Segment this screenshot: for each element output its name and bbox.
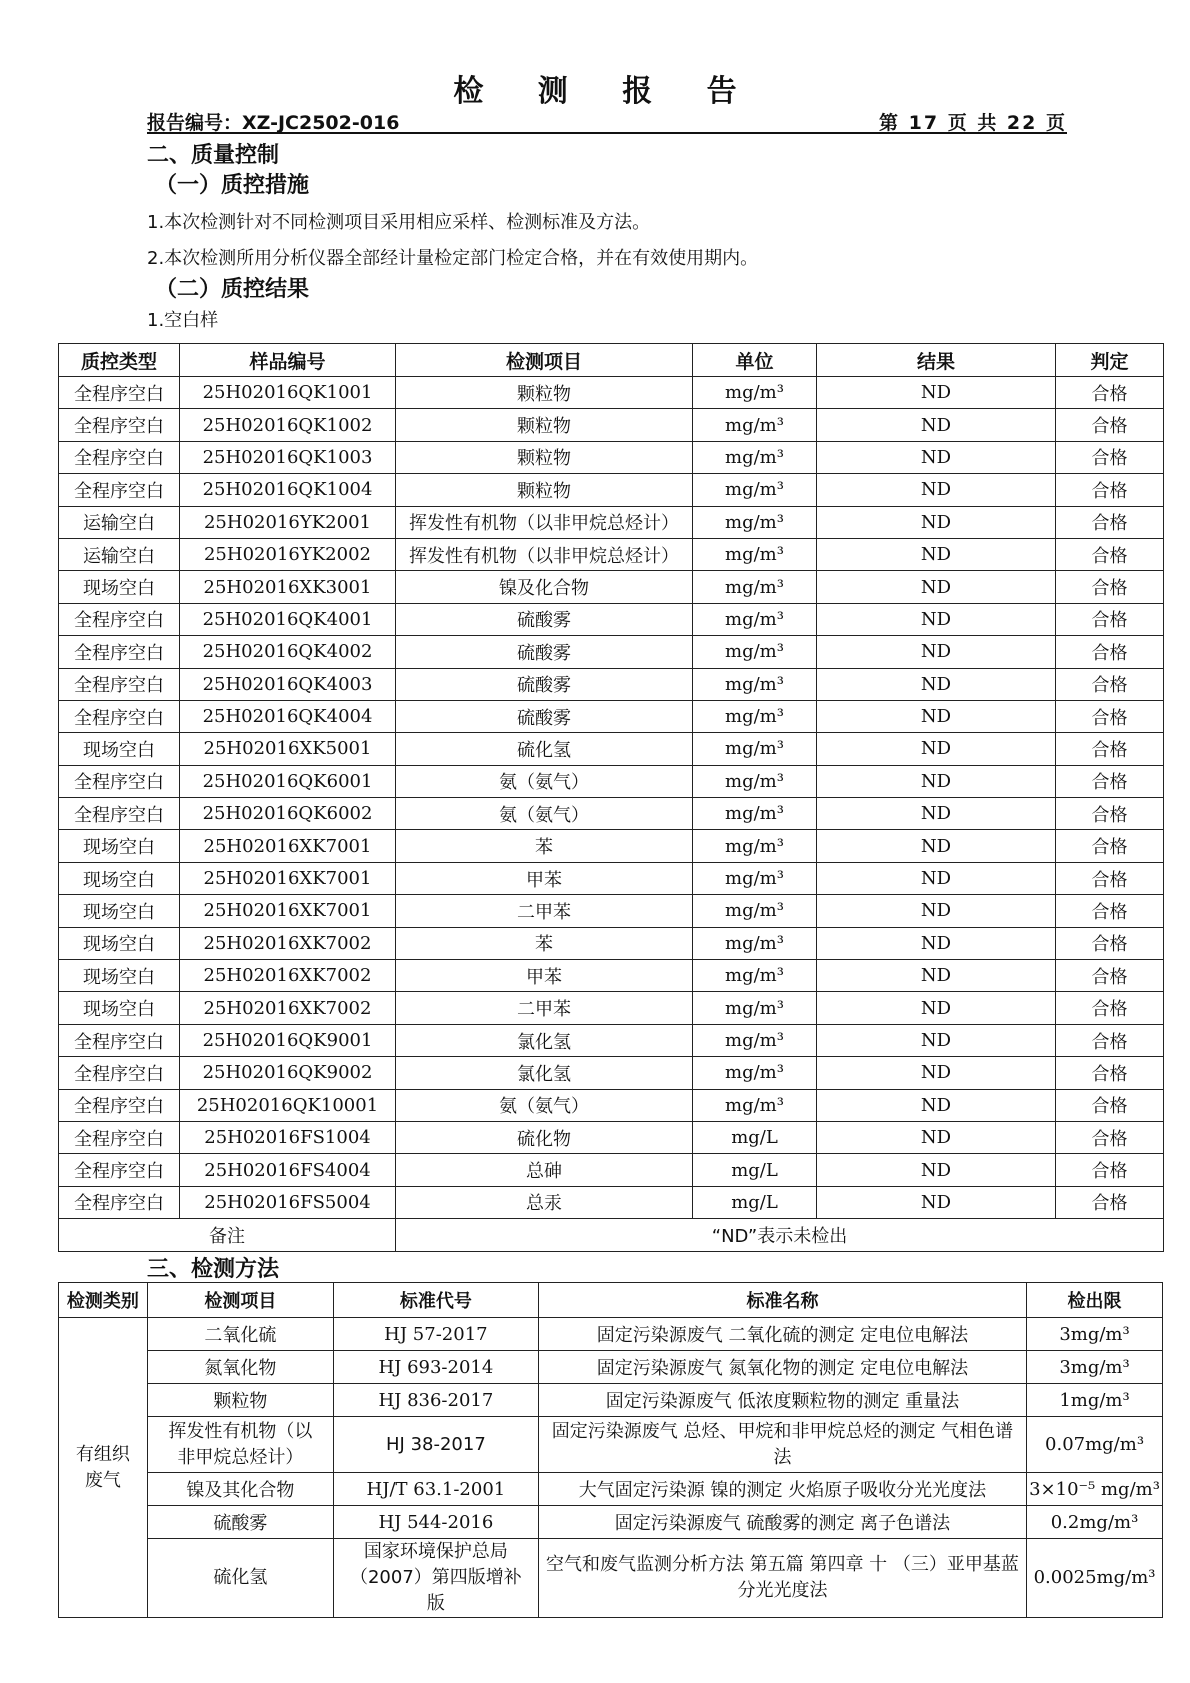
qc-unit: mg/m³ [693,571,817,603]
qc-row [59,798,1164,830]
qc-row [59,441,1164,473]
qc-judgement: 合格 [1056,700,1164,732]
method-standard-name: 固定污染源废气 总烃、甲烷和非甲烷总烃的测定 气相色谱法 [538,1417,1026,1473]
qc-type: 现场空白 [59,895,180,927]
qc-remark-row [59,1219,1164,1251]
method-standard-code: HJ/T 63.1-2001 [333,1473,538,1506]
method-detection-limit: 0.2mg/m³ [1027,1506,1163,1539]
method-item: 硫酸雾 [147,1506,333,1539]
qc-unit: mg/L [693,1121,817,1153]
qc-sample-no: 25H02016QK6002 [180,798,396,830]
qc-judgement: 合格 [1056,538,1164,570]
qc-item: 硫化氢 [396,733,693,765]
qc-sample-no: 25H02016QK1004 [180,474,396,506]
method-header-detection-limit: 检出限 [1027,1283,1163,1318]
qc-row [59,1024,1164,1056]
qc-header-result: 结果 [817,344,1056,377]
method-category: 有组织废气 [59,1318,148,1618]
qc-row [59,409,1164,441]
method-item: 颗粒物 [147,1384,333,1417]
method-detection-limit: 0.07mg/m³ [1027,1417,1163,1473]
qc-type: 全程序空白 [59,409,180,441]
qc-row [59,1186,1164,1218]
method-item: 二氧化硫 [147,1318,333,1351]
qc-result: ND [817,571,1056,603]
qc-judgement: 合格 [1056,506,1164,538]
qc-unit: mg/m³ [693,636,817,668]
qc-item: 硫酸雾 [396,668,693,700]
qc-sample-no: 25H02016QK4004 [180,700,396,732]
qc-row [59,668,1164,700]
qc-judgement: 合格 [1056,830,1164,862]
qc-judgement: 合格 [1056,1089,1164,1121]
qc-result: ND [817,862,1056,894]
qc-type: 运输空白 [59,506,180,538]
method-detection-limit: 3mg/m³ [1027,1351,1163,1384]
qc-row [59,1121,1164,1153]
method-header-row [59,1283,1163,1318]
qc-item: 甲苯 [396,862,693,894]
qc-unit: mg/m³ [693,862,817,894]
qc-item: 挥发性有机物（以非甲烷总烃计） [396,538,693,570]
qc-result: ND [817,927,1056,959]
method-header-item: 检测项目 [147,1283,333,1318]
qc-judgement: 合格 [1056,1121,1164,1153]
qc-unit: mg/m³ [693,960,817,992]
qc-judgement: 合格 [1056,1154,1164,1186]
qc-judgement: 合格 [1056,441,1164,473]
qc-item: 硫酸雾 [396,603,693,635]
qc-header-unit: 单位 [693,344,817,377]
qc-result: ND [817,733,1056,765]
remark-text: “ND”表示未检出 [396,1219,1164,1251]
qc-sample-no: 25H02016XK7001 [180,830,396,862]
qc-item: 颗粒物 [396,441,693,473]
qc-item: 硫酸雾 [396,700,693,732]
qc-item: 硫化物 [396,1121,693,1153]
qc-sample-no: 25H02016XK7002 [180,992,396,1024]
qc-result: ND [817,441,1056,473]
method-standard-code: HJ 836-2017 [333,1384,538,1417]
qc-unit: mg/m³ [693,377,817,409]
qc-item: 氯化氢 [396,1024,693,1056]
remark-label: 备注 [59,1219,396,1251]
qc-judgement: 合格 [1056,1057,1164,1089]
qc-item: 二甲苯 [396,895,693,927]
qc-sample-no: 25H02016XK7001 [180,862,396,894]
method-header-category: 检测类别 [59,1283,148,1318]
report-title: 检 测 报 告 [453,74,759,109]
method-item: 氮氧化物 [147,1351,333,1384]
qc-item: 氨（氨气） [396,765,693,797]
qc-result: ND [817,1121,1056,1153]
qc-sample-no: 25H02016XK7002 [180,927,396,959]
qc-judgement: 合格 [1056,1186,1164,1218]
qc-item: 挥发性有机物（以非甲烷总烃计） [396,506,693,538]
qc-unit: mg/m³ [693,506,817,538]
qc-row [59,895,1164,927]
measure-item-1: 1.本次检测针对不同检测项目采用相应采样、检测标准及方法。 [147,212,651,233]
qc-sample-no: 25H02016YK2001 [180,506,396,538]
qc-sample-no: 25H02016XK5001 [180,733,396,765]
qc-judgement: 合格 [1056,992,1164,1024]
qc-result: ND [817,1154,1056,1186]
qc-result: ND [817,830,1056,862]
method-table [58,1282,1163,1618]
qc-sample-no: 25H02016QK1002 [180,409,396,441]
qc-row [59,927,1164,959]
qc-unit: mg/L [693,1186,817,1218]
qc-type: 现场空白 [59,960,180,992]
qc-judgement: 合格 [1056,409,1164,441]
qc-unit: mg/m³ [693,1057,817,1089]
method-header-standard-name: 标准名称 [538,1283,1026,1318]
qc-sample-no: 25H02016QK1001 [180,377,396,409]
qc-type: 全程序空白 [59,668,180,700]
qc-sample-no: 25H02016XK7001 [180,895,396,927]
qc-result: ND [817,1089,1056,1121]
method-standard-name: 固定污染源废气 硫酸雾的测定 离子色谱法 [538,1506,1026,1539]
qc-unit: mg/L [693,1154,817,1186]
method-item: 挥发性有机物（以非甲烷总烃计） [147,1417,333,1473]
qc-type: 全程序空白 [59,603,180,635]
qc-item: 总砷 [396,1154,693,1186]
qc-type: 全程序空白 [59,1057,180,1089]
qc-unit: mg/m³ [693,927,817,959]
qc-header-sample-no: 样品编号 [180,344,396,377]
qc-unit: mg/m³ [693,474,817,506]
qc-judgement: 合格 [1056,895,1164,927]
qc-row [59,862,1164,894]
qc-sample-no: 25H02016QK1003 [180,441,396,473]
method-detection-limit: 3×10⁻⁵ mg/m³ [1027,1473,1163,1506]
report-header [147,104,1067,134]
qc-unit: mg/m³ [693,409,817,441]
qc-sample-no: 25H02016QK9002 [180,1057,396,1089]
qc-unit: mg/m³ [693,992,817,1024]
qc-header-item: 检测项目 [396,344,693,377]
method-item: 硫化氢 [147,1539,333,1618]
qc-judgement: 合格 [1056,765,1164,797]
qc-sample-no: 25H02016YK2002 [180,538,396,570]
qc-item: 总汞 [396,1186,693,1218]
qc-row [59,506,1164,538]
qc-judgement: 合格 [1056,798,1164,830]
qc-type: 全程序空白 [59,1121,180,1153]
qc-type: 全程序空白 [59,1154,180,1186]
qc-row [59,636,1164,668]
qc-type: 全程序空白 [59,474,180,506]
qc-result: ND [817,1186,1056,1218]
qc-judgement: 合格 [1056,474,1164,506]
qc-row [59,1057,1164,1089]
blank-sample-label: 1.空白样 [147,310,219,331]
qc-type: 全程序空白 [59,377,180,409]
method-detection-limit: 0.0025mg/m³ [1027,1539,1163,1618]
qc-judgement: 合格 [1056,927,1164,959]
qc-row [59,1089,1164,1121]
section2-sub2: （二）质控结果 [155,277,310,302]
qc-result: ND [817,960,1056,992]
qc-item: 氨（氨气） [396,1089,693,1121]
qc-judgement: 合格 [1056,603,1164,635]
qc-judgement: 合格 [1056,377,1164,409]
qc-unit: mg/m³ [693,668,817,700]
method-row [59,1318,1163,1351]
qc-type: 全程序空白 [59,798,180,830]
qc-type: 全程序空白 [59,636,180,668]
qc-judgement: 合格 [1056,636,1164,668]
qc-result: ND [817,1024,1056,1056]
qc-row [59,538,1164,570]
qc-unit: mg/m³ [693,441,817,473]
qc-type: 全程序空白 [59,765,180,797]
qc-result: ND [817,506,1056,538]
qc-type: 全程序空白 [59,700,180,732]
qc-unit: mg/m³ [693,1089,817,1121]
qc-sample-no: 25H02016XK3001 [180,571,396,603]
qc-item: 苯 [396,927,693,959]
method-standard-code: HJ 544-2016 [333,1506,538,1539]
qc-result: ND [817,538,1056,570]
qc-type: 全程序空白 [59,1089,180,1121]
method-standard-code: HJ 57-2017 [333,1318,538,1351]
method-standard-name: 固定污染源废气 低浓度颗粒物的测定 重量法 [538,1384,1026,1417]
method-row [59,1473,1163,1506]
method-standard-name: 大气固定污染源 镍的测定 火焰原子吸收分光光度法 [538,1473,1026,1506]
qc-type: 全程序空白 [59,1186,180,1218]
method-detection-limit: 1mg/m³ [1027,1384,1163,1417]
qc-unit: mg/m³ [693,765,817,797]
qc-judgement: 合格 [1056,571,1164,603]
qc-unit: mg/m³ [693,603,817,635]
qc-result: ND [817,409,1056,441]
method-header-standard-code: 标准代号 [333,1283,538,1318]
qc-row [59,377,1164,409]
qc-unit: mg/m³ [693,798,817,830]
qc-row [59,765,1164,797]
qc-result: ND [817,895,1056,927]
qc-sample-no: 25H02016FS5004 [180,1186,396,1218]
qc-sample-no: 25H02016QK4001 [180,603,396,635]
method-row [59,1351,1163,1384]
qc-judgement: 合格 [1056,668,1164,700]
qc-unit: mg/m³ [693,538,817,570]
method-standard-code: HJ 38-2017 [333,1417,538,1473]
qc-sample-no: 25H02016FS1004 [180,1121,396,1153]
qc-result: ND [817,700,1056,732]
method-row [59,1506,1163,1539]
method-row [59,1539,1163,1618]
qc-row [59,474,1164,506]
qc-result: ND [817,603,1056,635]
qc-sample-no: 25H02016QK6001 [180,765,396,797]
qc-item: 氯化氢 [396,1057,693,1089]
qc-row [59,992,1164,1024]
method-item: 镍及其化合物 [147,1473,333,1506]
method-row [59,1384,1163,1417]
qc-sample-no: 25H02016QK4002 [180,636,396,668]
qc-unit: mg/m³ [693,895,817,927]
qc-type: 现场空白 [59,733,180,765]
qc-type: 现场空白 [59,927,180,959]
qc-item: 颗粒物 [396,409,693,441]
qc-item: 二甲苯 [396,992,693,1024]
qc-item: 颗粒物 [396,377,693,409]
qc-sample-no: 25H02016XK7002 [180,960,396,992]
qc-row [59,700,1164,732]
qc-header-judgement: 判定 [1056,344,1164,377]
qc-type: 现场空白 [59,862,180,894]
qc-type: 现场空白 [59,571,180,603]
qc-item: 颗粒物 [396,474,693,506]
qc-type: 全程序空白 [59,441,180,473]
qc-unit: mg/m³ [693,830,817,862]
qc-row [59,830,1164,862]
qc-row [59,603,1164,635]
qc-judgement: 合格 [1056,960,1164,992]
qc-row [59,571,1164,603]
qc-result: ND [817,668,1056,700]
qc-type: 运输空白 [59,538,180,570]
section2-heading: 二、质量控制 [147,143,280,168]
qc-judgement: 合格 [1056,1024,1164,1056]
method-standard-code: 国家环境保护总局（2007）第四版增补版 [333,1539,538,1618]
qc-result: ND [817,636,1056,668]
qc-result: ND [817,1057,1056,1089]
qc-item: 甲苯 [396,960,693,992]
qc-judgement: 合格 [1056,862,1164,894]
qc-sample-no: 25H02016FS4004 [180,1154,396,1186]
qc-unit: mg/m³ [693,733,817,765]
qc-result: ND [817,377,1056,409]
qc-item: 镍及化合物 [396,571,693,603]
method-standard-name: 固定污染源废气 氮氧化物的测定 定电位电解法 [538,1351,1026,1384]
qc-item: 硫酸雾 [396,636,693,668]
qc-sample-no: 25H02016QK10001 [180,1089,396,1121]
method-standard-name: 空气和废气监测分析方法 第五篇 第四章 十 （三）亚甲基蓝分光光度法 [538,1539,1026,1618]
section2-sub1: （一）质控措施 [155,173,310,198]
report-number: 报告编号：XZ-JC2502-016 [147,112,400,134]
qc-type: 现场空白 [59,830,180,862]
measure-item-2: 2.本次检测所用分析仪器全部经计量检定部门检定合格，并在有效使用期内。 [147,248,759,269]
qc-result: ND [817,474,1056,506]
qc-header-row [59,344,1164,377]
qc-result: ND [817,992,1056,1024]
page-info: 第 17 页 共 22 页 [879,112,1067,134]
qc-item: 苯 [396,830,693,862]
qc-sample-no: 25H02016QK9001 [180,1024,396,1056]
qc-result: ND [817,765,1056,797]
method-detection-limit: 3mg/m³ [1027,1318,1163,1351]
qc-unit: mg/m³ [693,1024,817,1056]
qc-type: 全程序空白 [59,1024,180,1056]
qc-results-table [58,343,1164,1252]
qc-sample-no: 25H02016QK4003 [180,668,396,700]
qc-judgement: 合格 [1056,733,1164,765]
qc-unit: mg/m³ [693,700,817,732]
qc-type: 现场空白 [59,992,180,1024]
qc-row [59,1154,1164,1186]
method-standard-code: HJ 693-2014 [333,1351,538,1384]
qc-header-type: 质控类型 [59,344,180,377]
section3-heading: 三、检测方法 [147,1257,280,1282]
qc-result: ND [817,798,1056,830]
qc-row [59,733,1164,765]
method-row [59,1417,1163,1473]
qc-row [59,960,1164,992]
method-standard-name: 固定污染源废气 二氧化硫的测定 定电位电解法 [538,1318,1026,1351]
qc-item: 氨（氨气） [396,798,693,830]
